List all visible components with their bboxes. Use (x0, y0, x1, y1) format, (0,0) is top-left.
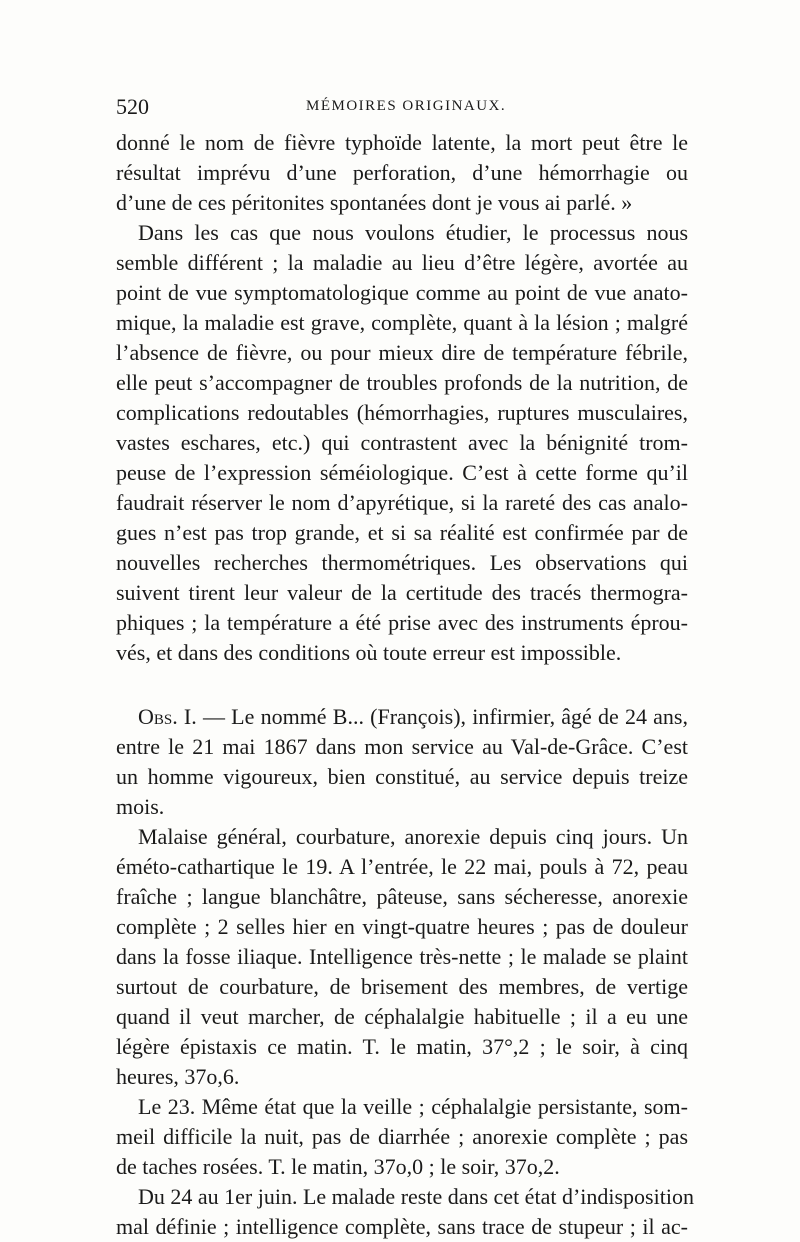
text-line: donné le nom de fièvre typhoïde latente, la mort peut être le (116, 130, 688, 155)
text-line: mois. (116, 794, 165, 819)
text-line: point de vue symptomatologique comme au point de vue anato- (116, 280, 688, 305)
text-line: Malaise général, courbature, anorexie depuis cinq jours. Un (138, 824, 688, 849)
text-line: un homme vigoureux, bien constitué, au service depuis treize (116, 764, 688, 789)
text-line: Le 23. Même état que la veille ; céphalalgie persistante, som- (138, 1094, 688, 1119)
obs-first-line (116, 702, 688, 732)
text-line: nouvelles recherches thermométriques. Les observations qui (116, 550, 688, 575)
text-line: fraîche ; langue blanchâtre, pâteuse, sans sécheresse, anorexie (116, 884, 688, 909)
text-line: peuse de l’expression séméiologique. C’est à cette forme qu’il (116, 460, 688, 485)
obs-label: Obs. I. (138, 704, 197, 729)
text-line: faudrait réserver le nom d’apyrétique, si la rareté des cas analo- (116, 490, 688, 515)
text-line: éméto-cathartique le 19. A l’entrée, le 22 mai, pouls à 72, peau (116, 854, 688, 879)
text-line: quand il veut marcher, de céphalalgie habituelle ; il a eu une (116, 1004, 688, 1029)
text-line: résultat imprévu d’une perforation, d’une hémorrhagie ou (116, 160, 688, 185)
text-line: vés, et dans des conditions où toute erreur est impossible. (116, 640, 622, 665)
body-text (116, 128, 694, 1242)
text-line: Dans les cas que nous voulons étudier, le processus nous (138, 220, 688, 245)
text-line: mique, la maladie est grave, complète, quant à la lésion ; malgré (116, 310, 688, 335)
text-line: complète ; 2 selles hier en vingt-quatre heures ; pas de douleur (116, 914, 688, 939)
text-line: phiques ; la température a été prise avec des instruments éprou- (116, 610, 688, 635)
text-line: suivent tirent leur valeur de la certitude des tracés thermogra- (116, 580, 688, 605)
text-line: gues n’est pas trop grande, et si sa réalité est confirmée par de (116, 520, 688, 545)
text-line: Du 24 au 1er juin. Le malade reste dans cet état d’indisposition (138, 1184, 694, 1209)
text-line: semble différent ; la maladie au lieu d’être légère, avortée au (116, 250, 688, 275)
text-line: complications redoutables (hémorrhagies, ruptures musculaires, (116, 400, 688, 425)
text-line: entre le 21 mai 1867 dans mon service au Val-de-Grâce. C’est (116, 734, 688, 759)
running-head: MÉMOIRES ORIGINAUX. (306, 98, 507, 114)
text-line: heures, 37o,6. (116, 1064, 240, 1089)
text-line: surtout de courbature, de brisement des membres, de vertige (116, 974, 688, 999)
text-line: d’une de ces péritonites spontanées dont je vous ai parlé. » (116, 190, 633, 215)
text-line: vastes eschares, etc.) qui contrastent avec la bénignité trom- (116, 430, 688, 455)
text-line: de taches rosées. T. le matin, 37o,0 ; le soir, 37o,2. (116, 1154, 560, 1179)
page-header (116, 94, 686, 124)
text-line: l’absence de fièvre, ou pour mieux dire de température fébrile, (116, 340, 688, 365)
text-line: elle peut s’accompagner de troubles profonds de la nutrition, de (116, 370, 688, 395)
text-line: mal définie ; intelligence complète, sans trace de stupeur ; il ac- (116, 1214, 688, 1239)
page-number: 520 (116, 94, 149, 119)
section-gap (116, 668, 688, 702)
text-line: dans la fosse iliaque. Intelligence très-nette ; le malade se plaint (116, 944, 688, 969)
text-line: légère épistaxis ce matin. T. le matin, 37°,2 ; le soir, à cinq (116, 1034, 688, 1059)
obs-first-line-text: — Le nommé B... (François), infirmier, âgé de 24 ans, (202, 704, 688, 729)
text-line: meil difficile la nuit, pas de diarrhée ; anorexie complète ; pas (116, 1124, 688, 1149)
